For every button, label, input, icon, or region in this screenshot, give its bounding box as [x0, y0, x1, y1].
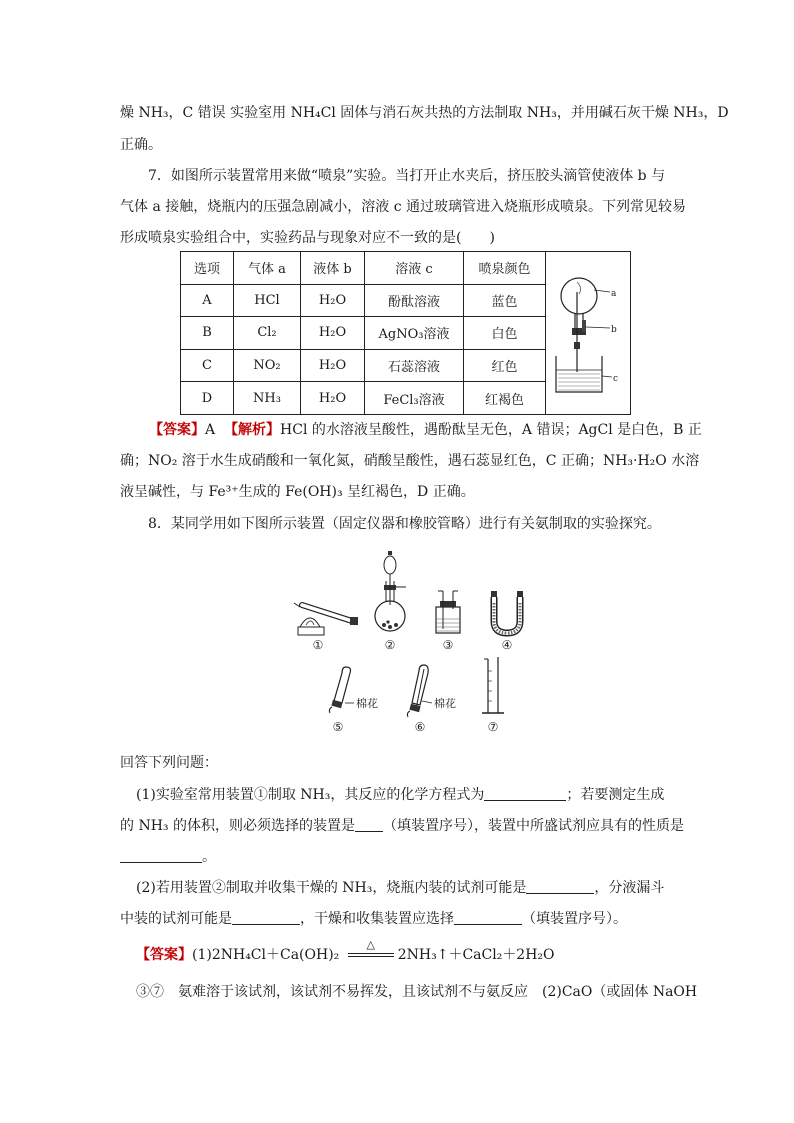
- analysis-tag: 【解析】: [224, 422, 281, 438]
- fountain-figure-cell: [546, 252, 631, 415]
- q8-sub2-line-1: [136, 878, 664, 898]
- apparatus-6: [407, 665, 432, 717]
- table-cell: B: [181, 317, 234, 350]
- table-cell: 石蕊溶液: [365, 349, 464, 382]
- cotton-label-5: 棉花: [356, 697, 378, 710]
- sub2-text-b: ，分液漏斗: [594, 880, 665, 896]
- sub2-text-c: 中装的试剂可能是: [120, 911, 232, 927]
- label-a: a: [611, 289, 617, 299]
- label-b: b: [611, 325, 617, 335]
- table-cell: H₂O: [301, 349, 365, 382]
- ammonia-apparatus-diagram: [290, 545, 530, 740]
- fountain-apparatus-diagram: [546, 252, 630, 410]
- q7-answer-line-1: [149, 420, 702, 440]
- apparatus-label-7: ⑦: [487, 720, 499, 734]
- q7-options-table: [180, 251, 631, 415]
- table-cell: 蓝色: [464, 284, 546, 317]
- table-header-cell: 液体 b: [301, 252, 365, 285]
- q8-sub2-line-2: [120, 909, 627, 929]
- q8-prompt: 回答下列问题：: [120, 755, 218, 771]
- q8-answer-line-1: [136, 938, 555, 965]
- answer-blank[interactable]: [484, 786, 566, 801]
- answer-blank[interactable]: [120, 848, 202, 863]
- heat-condition: △: [366, 938, 375, 951]
- intro-line-1: 燥 NH₃，C 错误 实验室用 NH₄Cl 固体与消石灰共热的方法制取 NH₃，并用碱石灰干燥 NH₃，D: [120, 105, 729, 121]
- answer-tag: 【答案】: [149, 422, 205, 438]
- sub2-text-a: (2)若用装置②制取并收集干燥的 NH₃，烧瓶内装的试剂可能是: [136, 880, 527, 896]
- equation-arrow: [348, 938, 394, 961]
- sub1-text-b: ；若要测定生成: [566, 787, 665, 803]
- sub1-text-c: 的 NH₃ 的体积，则必须选择的装置是: [120, 818, 355, 834]
- q7-stem-line-1: 7．如图所示装置常用来做“喷泉”实验。当打开止水夹后，挤压胶头滴管使液体 b 与: [148, 168, 666, 184]
- apparatus-2: [375, 551, 406, 631]
- q8-answer-line-2: ③⑦ 氨难溶于该试剂，该试剂不易挥发，且该试剂不与氨反应 (2)CaO（或固体 NaOH: [136, 984, 698, 1000]
- table-cell: HCl: [234, 284, 301, 317]
- table-cell: 酚酞溶液: [365, 284, 464, 317]
- q8-sub1-line-3: [120, 847, 216, 867]
- apparatus-3: [436, 591, 460, 633]
- apparatus-label-5: ⑤: [332, 720, 344, 734]
- table-cell: AgNO₃溶液: [365, 317, 464, 350]
- label-c: c: [613, 374, 619, 384]
- table-cell: H₂O: [301, 317, 365, 350]
- q7-analysis-line-2: 确；NO₂ 溶于水生成硝酸和一氧化氮，硝酸呈酸性，遇石蕊显红色，C 正确；NH₃·H₂O 水溶: [120, 453, 700, 469]
- apparatus-1: [294, 603, 358, 635]
- cotton-label-6: 棉花: [434, 697, 456, 710]
- apparatus-label-2: ②: [384, 638, 396, 652]
- apparatus-5: [329, 667, 354, 713]
- table-header-cell: 气体 a: [234, 252, 301, 285]
- answer-blank[interactable]: [232, 910, 300, 925]
- sub2-text-e: （填装置序号）。: [522, 911, 627, 927]
- q7-stem-line-3: 形成喷泉实验组合中，实验药品与现象对应不一致的是( ): [120, 230, 495, 246]
- q7-analysis-line-3: 液呈碱性，与 Fe³⁺生成的 Fe(OH)₃ 呈红褐色，D 正确。: [120, 484, 475, 500]
- sub1-text-e: 。: [202, 849, 216, 865]
- table-cell: NO₂: [234, 349, 301, 382]
- q8-sub1-line-1: [136, 785, 664, 805]
- table-cell: NH₃: [234, 382, 301, 415]
- apparatus-label-3: ③: [442, 638, 454, 652]
- apparatus-label-4: ④: [501, 638, 513, 652]
- table-header-row: [181, 252, 631, 285]
- apparatus-label-6: ⑥: [414, 720, 426, 734]
- table-header-cell: 溶液 c: [365, 252, 464, 285]
- q8-sub1-line-2: [120, 816, 684, 836]
- table-cell: C: [181, 349, 234, 382]
- apparatus-label-1: ①: [312, 638, 324, 652]
- intro-line-2: 正确。: [120, 137, 162, 153]
- answer-blank[interactable]: [454, 910, 522, 925]
- apparatus-7: [482, 657, 504, 713]
- q7-stem-line-2: 气体 a 接触，烧瓶内的压强急剧减小，溶液 c 通过玻璃管进入烧瓶形成喷泉。下列常见较易: [120, 199, 686, 215]
- table-header-cell: 喷泉颜色: [464, 252, 546, 285]
- answer-value: A: [205, 422, 216, 438]
- answer-blank[interactable]: [526, 879, 594, 894]
- sub1-text-d: （填装置序号），装置中所盛试剂应具有的性质是: [382, 818, 684, 834]
- sub1-text-a: (1)实验室常用装置①制取 NH₃，其反应的化学方程式为: [136, 787, 485, 803]
- apparatus-4: [491, 591, 523, 633]
- equation-left: (1)2NH₄Cl＋Ca(OH)₂: [192, 947, 340, 963]
- table-cell: 红褐色: [464, 382, 546, 415]
- equation-right: 2NH₃↑＋CaCl₂＋2H₂O: [397, 947, 555, 963]
- table-cell: A: [181, 284, 234, 317]
- table-header-cell: 选项: [181, 252, 234, 285]
- table-cell: FeCl₃溶液: [365, 382, 464, 415]
- answer-tag: 【答案】: [136, 947, 192, 963]
- table-cell: H₂O: [301, 284, 365, 317]
- analysis-text-1: HCl 的水溶液呈酸性，遇酚酞呈无色，A 错误；AgCl 是白色，B 正: [280, 422, 702, 438]
- table-cell: H₂O: [301, 382, 365, 415]
- table-cell: 白色: [464, 317, 546, 350]
- table-cell: Cl₂: [234, 317, 301, 350]
- q8-stem-line-1: 8．某同学用如下图所示装置（固定仪器和橡胶管略）进行有关氨制取的实验探究。: [148, 516, 661, 532]
- table-cell: 红色: [464, 349, 546, 382]
- table-cell: D: [181, 382, 234, 415]
- sub2-text-d: ，干燥和收集装置应选择: [300, 911, 454, 927]
- answer-blank[interactable]: [355, 817, 383, 832]
